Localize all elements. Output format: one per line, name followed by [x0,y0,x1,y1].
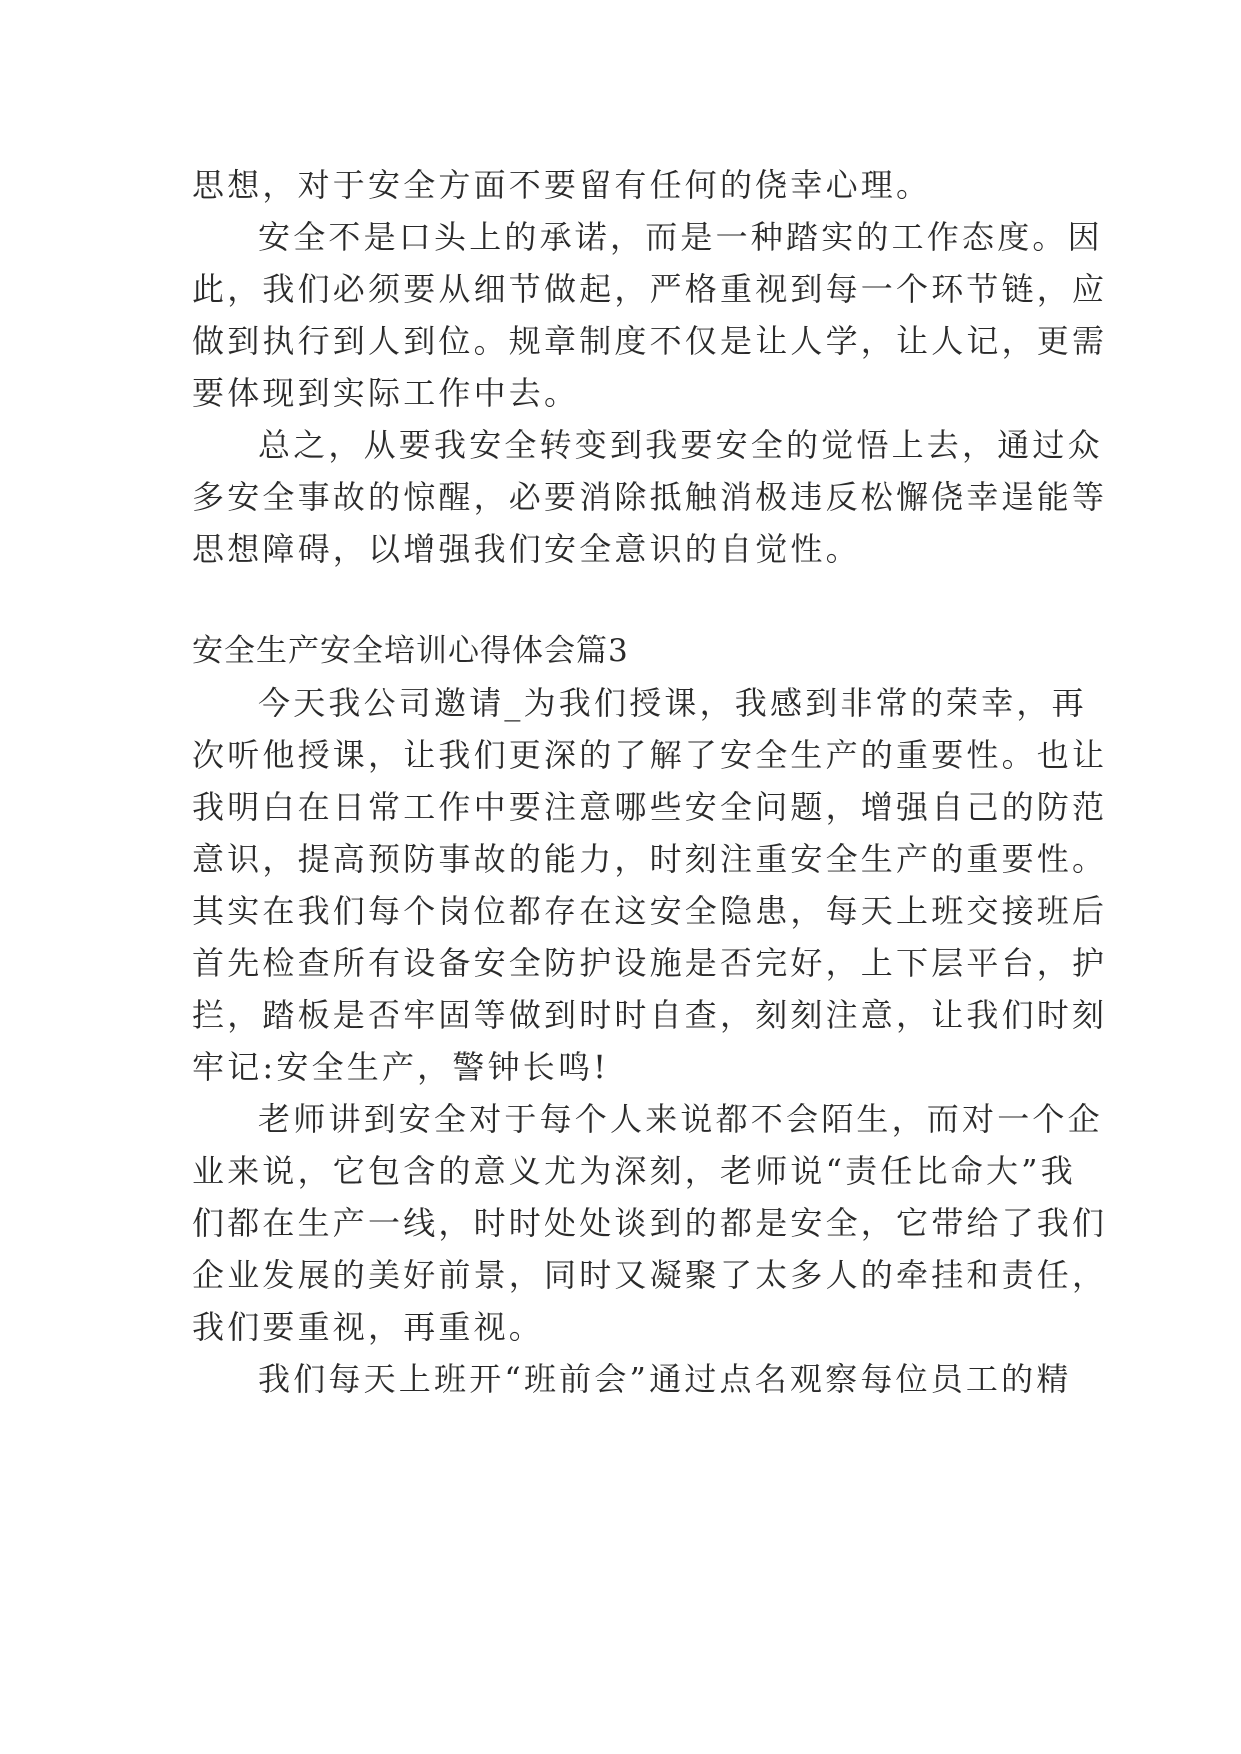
paragraph-first-line: 今天我公司邀请_为我们授课，我感到非常的荣幸，再 [258,684,1087,722]
text-line: 业来说，它包含的意义尤为深刻，老师说“责任比命大”我 [192,1152,1076,1190]
text-line: 多安全事故的惊醒，必要消除抵触消极违反松懈侥幸逞能等 [192,478,1108,516]
text-line: 意识，提高预防事故的能力，时刻注重安全生产的重要性。 [192,840,1108,878]
text-line: 其实在我们每个岗位都存在这安全隐患，每天上班交接班后 [192,892,1108,930]
text-line: 思想障碍，以增强我们安全意识的自觉性。 [192,530,861,568]
text-line: 我明白在日常工作中要注意哪些安全问题，增强自己的防范 [192,788,1108,826]
text-line: 牢记:安全生产，警钟长鸣! [192,1048,610,1086]
text-line: 做到执行到人到位。规章制度不仅是让人学，让人记，更需 [192,322,1108,360]
text-line: 思想，对于安全方面不要留有任何的侥幸心理。 [192,166,932,204]
paragraph-first-line: 安全不是口头上的承诺，而是一种踏实的工作态度。因 [258,218,1103,256]
paragraph-first-line: 总之，从要我安全转变到我要安全的觉悟上去，通过众 [258,426,1103,464]
text-line: 拦，踏板是否牢固等做到时时自查，刻刻注意，让我们时刻 [192,996,1108,1034]
text-line: 企业发展的美好前景，同时又凝聚了太多人的牵挂和责任， [192,1256,1108,1294]
text-line: 次听他授课，让我们更深的了解了安全生产的重要性。也让 [192,736,1108,774]
text-line: 要体现到实际工作中去。 [192,374,580,412]
section-heading: 安全生产安全培训心得体会篇3 [192,633,629,669]
text-line: 此，我们必须要从细节做起，严格重视到每一个环节链，应 [192,270,1108,308]
text-line: 我们要重视，再重视。 [192,1308,545,1346]
paragraph-first-line: 老师讲到安全对于每个人来说都不会陌生，而对一个企 [258,1100,1103,1138]
paragraph-first-line: 我们每天上班开“班前会”通过点名观察每位员工的精 [258,1360,1072,1398]
text-line: 首先检查所有设备安全防护设施是否完好，上下层平台，护 [192,944,1108,982]
text-line: 们都在生产一线，时时处处谈到的都是安全，它带给了我们 [192,1204,1108,1242]
